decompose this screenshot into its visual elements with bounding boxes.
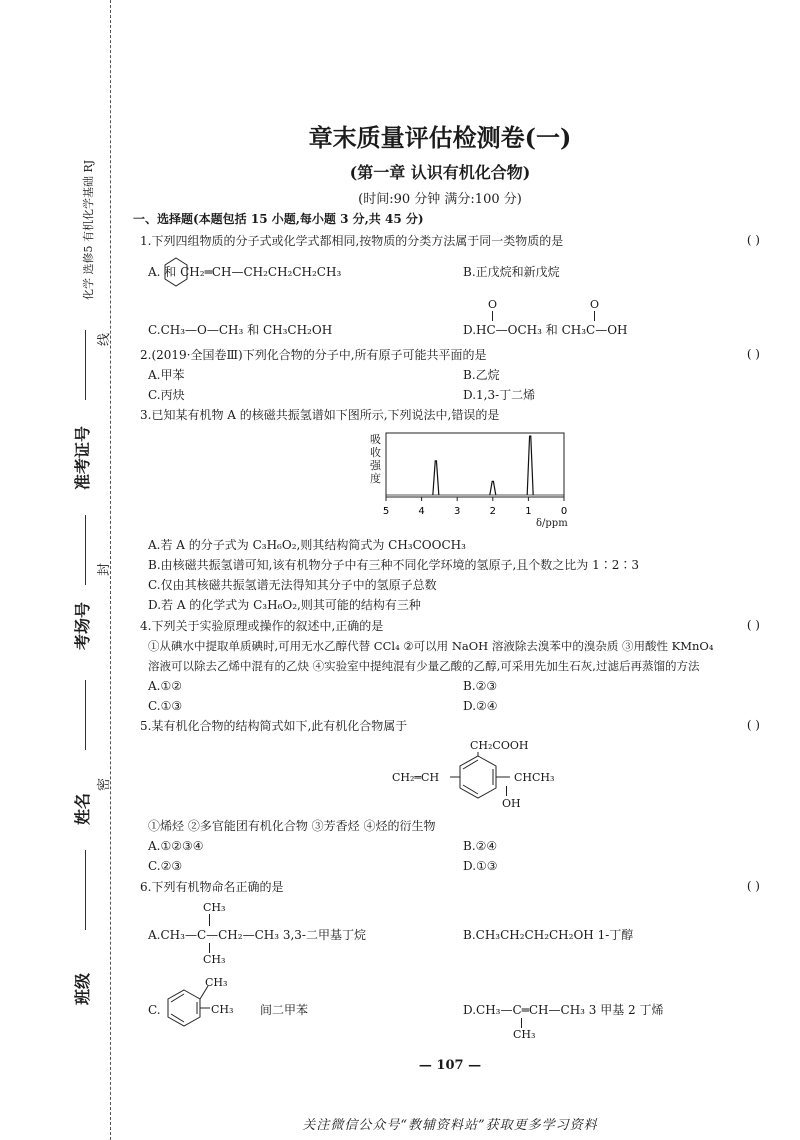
course-label: 化学 选修5 有机化学基础 RJ: [82, 159, 95, 300]
q5-struct-top: CH₂COOH: [470, 739, 529, 752]
q3-option-c: C.仅由其核磁共振氢谱无法得知其分子中的氢原子总数: [148, 578, 437, 592]
q1-option-b: B.正戊烷和新戊烷: [463, 265, 560, 279]
name-label: 姓名: [73, 792, 92, 825]
cut-mark-feng: 封: [97, 562, 113, 577]
q6-a-top-bond: [209, 914, 210, 926]
q3-stem: 3.已知某有机物 A 的核磁共振氢谱如下图所示,下列说法中,错误的是: [140, 408, 500, 422]
q4-option-d: D.②④: [463, 699, 498, 713]
page-title: 章末质量评估检测卷(一): [308, 123, 572, 152]
q5-option-a: A.①②③④: [148, 839, 204, 853]
q6-c-right-ch3: CH₃: [211, 1003, 234, 1016]
q2-answer-paren: ( ): [746, 347, 760, 361]
q5-struct-oh: OH: [502, 797, 521, 810]
q6-c-top-ch3: CH₃: [205, 976, 228, 989]
page-subtitle: (第一章 认识有机化合物): [349, 163, 531, 182]
exam-id-label: 准考证号: [73, 425, 92, 490]
exam-meta: (时间:90 分钟 满分:100 分): [358, 192, 522, 207]
q1-d-bond-1: [492, 311, 493, 321]
chart-ylabel-char: 强: [370, 459, 381, 472]
cut-mark-xian: 线: [97, 332, 113, 347]
q5-option-c: C.②③: [148, 859, 183, 873]
x-tick-label: 2: [489, 506, 496, 517]
x-tick-label: 3: [454, 506, 461, 517]
q6-a-bottom-ch3: CH₃: [203, 953, 226, 966]
room-line: [85, 515, 86, 585]
x-tick-label: 1: [525, 506, 532, 517]
chart-ylabel-char: 度: [370, 472, 381, 485]
q6-option-b: B.CH₃CH₂CH₂CH₂OH 1-丁醇: [463, 928, 634, 942]
q1-d-bond-2: [594, 311, 595, 321]
q4-statements-line2: 溶液可以除去乙烯中混有的乙炔 ④实验室中提纯混有少量乙酸的乙醇,可采用先加生石灰,过滤后再蒸馏的方法: [148, 659, 700, 673]
q6-option-c-letter: C.: [148, 1003, 161, 1017]
chart-ylabel-char: 收: [370, 446, 381, 459]
nmr-peak: [433, 461, 439, 495]
q2-option-b: B.乙烷: [463, 368, 500, 382]
q4-option-b: B.②③: [463, 679, 498, 693]
q5-statements: ①烯烃 ②多官能团有机化合物 ③芳香烃 ④烃的衍生物: [148, 819, 436, 833]
q4-answer-paren: ( ): [746, 618, 760, 632]
x-tick-label: 0: [560, 506, 568, 517]
chart-xlabel: δ/ppm: [536, 518, 568, 529]
q2-option-d: D.1,3-丁二烯: [463, 388, 536, 402]
page-number: — 107 —: [418, 1058, 482, 1073]
q5-struct-left: CH₂═CH: [392, 771, 440, 784]
q1-answer-paren: ( ): [746, 233, 760, 247]
q5-option-b: B.②④: [463, 839, 498, 853]
q1-option-c: C.CH₃—O—CH₃ 和 CH₃CH₂OH: [148, 323, 333, 337]
q6-option-d: D.CH₃—C═CH—CH₃ 3 甲基 2 丁烯: [463, 1003, 664, 1017]
q4-stem: 4.下列关于实验原理或操作的叙述中,正确的是: [140, 619, 384, 633]
nmr-peak: [490, 481, 496, 495]
x-tick-label: 4: [418, 506, 425, 517]
q1-option-a: A. 和 CH₂═CH—CH₂CH₂CH₂CH₃: [148, 265, 342, 279]
q2-option-c: C.丙炔: [148, 388, 185, 402]
footer-note: 关注微信公众号“教辅资料站”获取更多学习资料: [302, 1118, 598, 1133]
section-heading: 一、选择题(本题包括 15 小题,每小题 3 分,共 45 分): [133, 212, 424, 226]
nmr-chart: [380, 425, 580, 530]
q1-stem: 1.下列四组物质的分子式或化学式都相同,按物质的分类方法属于同一类物质的是: [140, 234, 564, 248]
q4-option-c: C.①③: [148, 699, 183, 713]
q6-stem: 6.下列有机物命名正确的是: [140, 880, 284, 894]
benzene-ring-q5: [450, 752, 510, 804]
q2-stem: 2.(2019·全国卷Ⅲ)下列化合物的分子中,所有原子可能共平面的是: [140, 348, 487, 362]
q5-stem: 5.某有机化合物的结构简式如下,此有机化合物属于: [140, 719, 408, 733]
x-tick-label: 5: [382, 506, 390, 517]
cyclohexene-ring: [163, 256, 189, 288]
q6-option-a: A.CH₃—C—CH₂—CH₃ 3,3-二甲基丁烷: [148, 928, 366, 942]
q6-answer-paren: ( ): [746, 879, 760, 893]
q1-option-d: D.HC—OCH₃ 和 CH₃C—OH: [463, 323, 628, 337]
nmr-peak: [527, 436, 533, 495]
name-line: [85, 680, 86, 750]
q3-option-b: B.由核磁共振氢谱可知,该有机物分子中有三种不同化学环境的氢原子,且个数之比为 1∶2∶3: [148, 558, 639, 572]
q5-struct-right: CHCH₃: [514, 771, 555, 784]
q3-option-d: D.若 A 的化学式为 C₃H₆O₂,则其可能的结构有三种: [148, 598, 421, 612]
q1-d-oxygen-1: O: [488, 298, 498, 311]
class-line: [85, 850, 86, 930]
q5-option-d: D.①③: [463, 859, 498, 873]
q3-option-a: A.若 A 的分子式为 C₃H₆O₂,则其结构简式为 CH₃COOCH₃: [148, 538, 466, 552]
q5-oh-bond: [506, 786, 507, 796]
q6-option-c-name: 间二甲苯: [260, 1003, 309, 1017]
class-label: 班级: [73, 972, 92, 1005]
q4-option-a: A.①②: [148, 679, 182, 693]
q2-option-a: A.甲苯: [148, 368, 185, 382]
cut-mark-mi: 密: [97, 777, 113, 792]
q6-a-top-ch3: CH₃: [203, 901, 226, 914]
q5-answer-paren: ( ): [746, 718, 760, 732]
chart-ylabel-char: 吸: [370, 433, 381, 446]
room-label: 考场号: [73, 601, 92, 650]
q1-d-oxygen-2: O: [590, 298, 600, 311]
exam-id-line: [85, 330, 86, 400]
chart-frame: [386, 433, 564, 497]
q4-statements-line1: ①从碘水中提取单质碘时,可用无水乙醇代替 CCl₄ ②可以用 NaOH 溶液除去溴苯中的溴杂质 ③用酸性 KMnO₄: [148, 639, 714, 653]
q6-d-bottom-ch3: CH₃: [513, 1028, 536, 1041]
